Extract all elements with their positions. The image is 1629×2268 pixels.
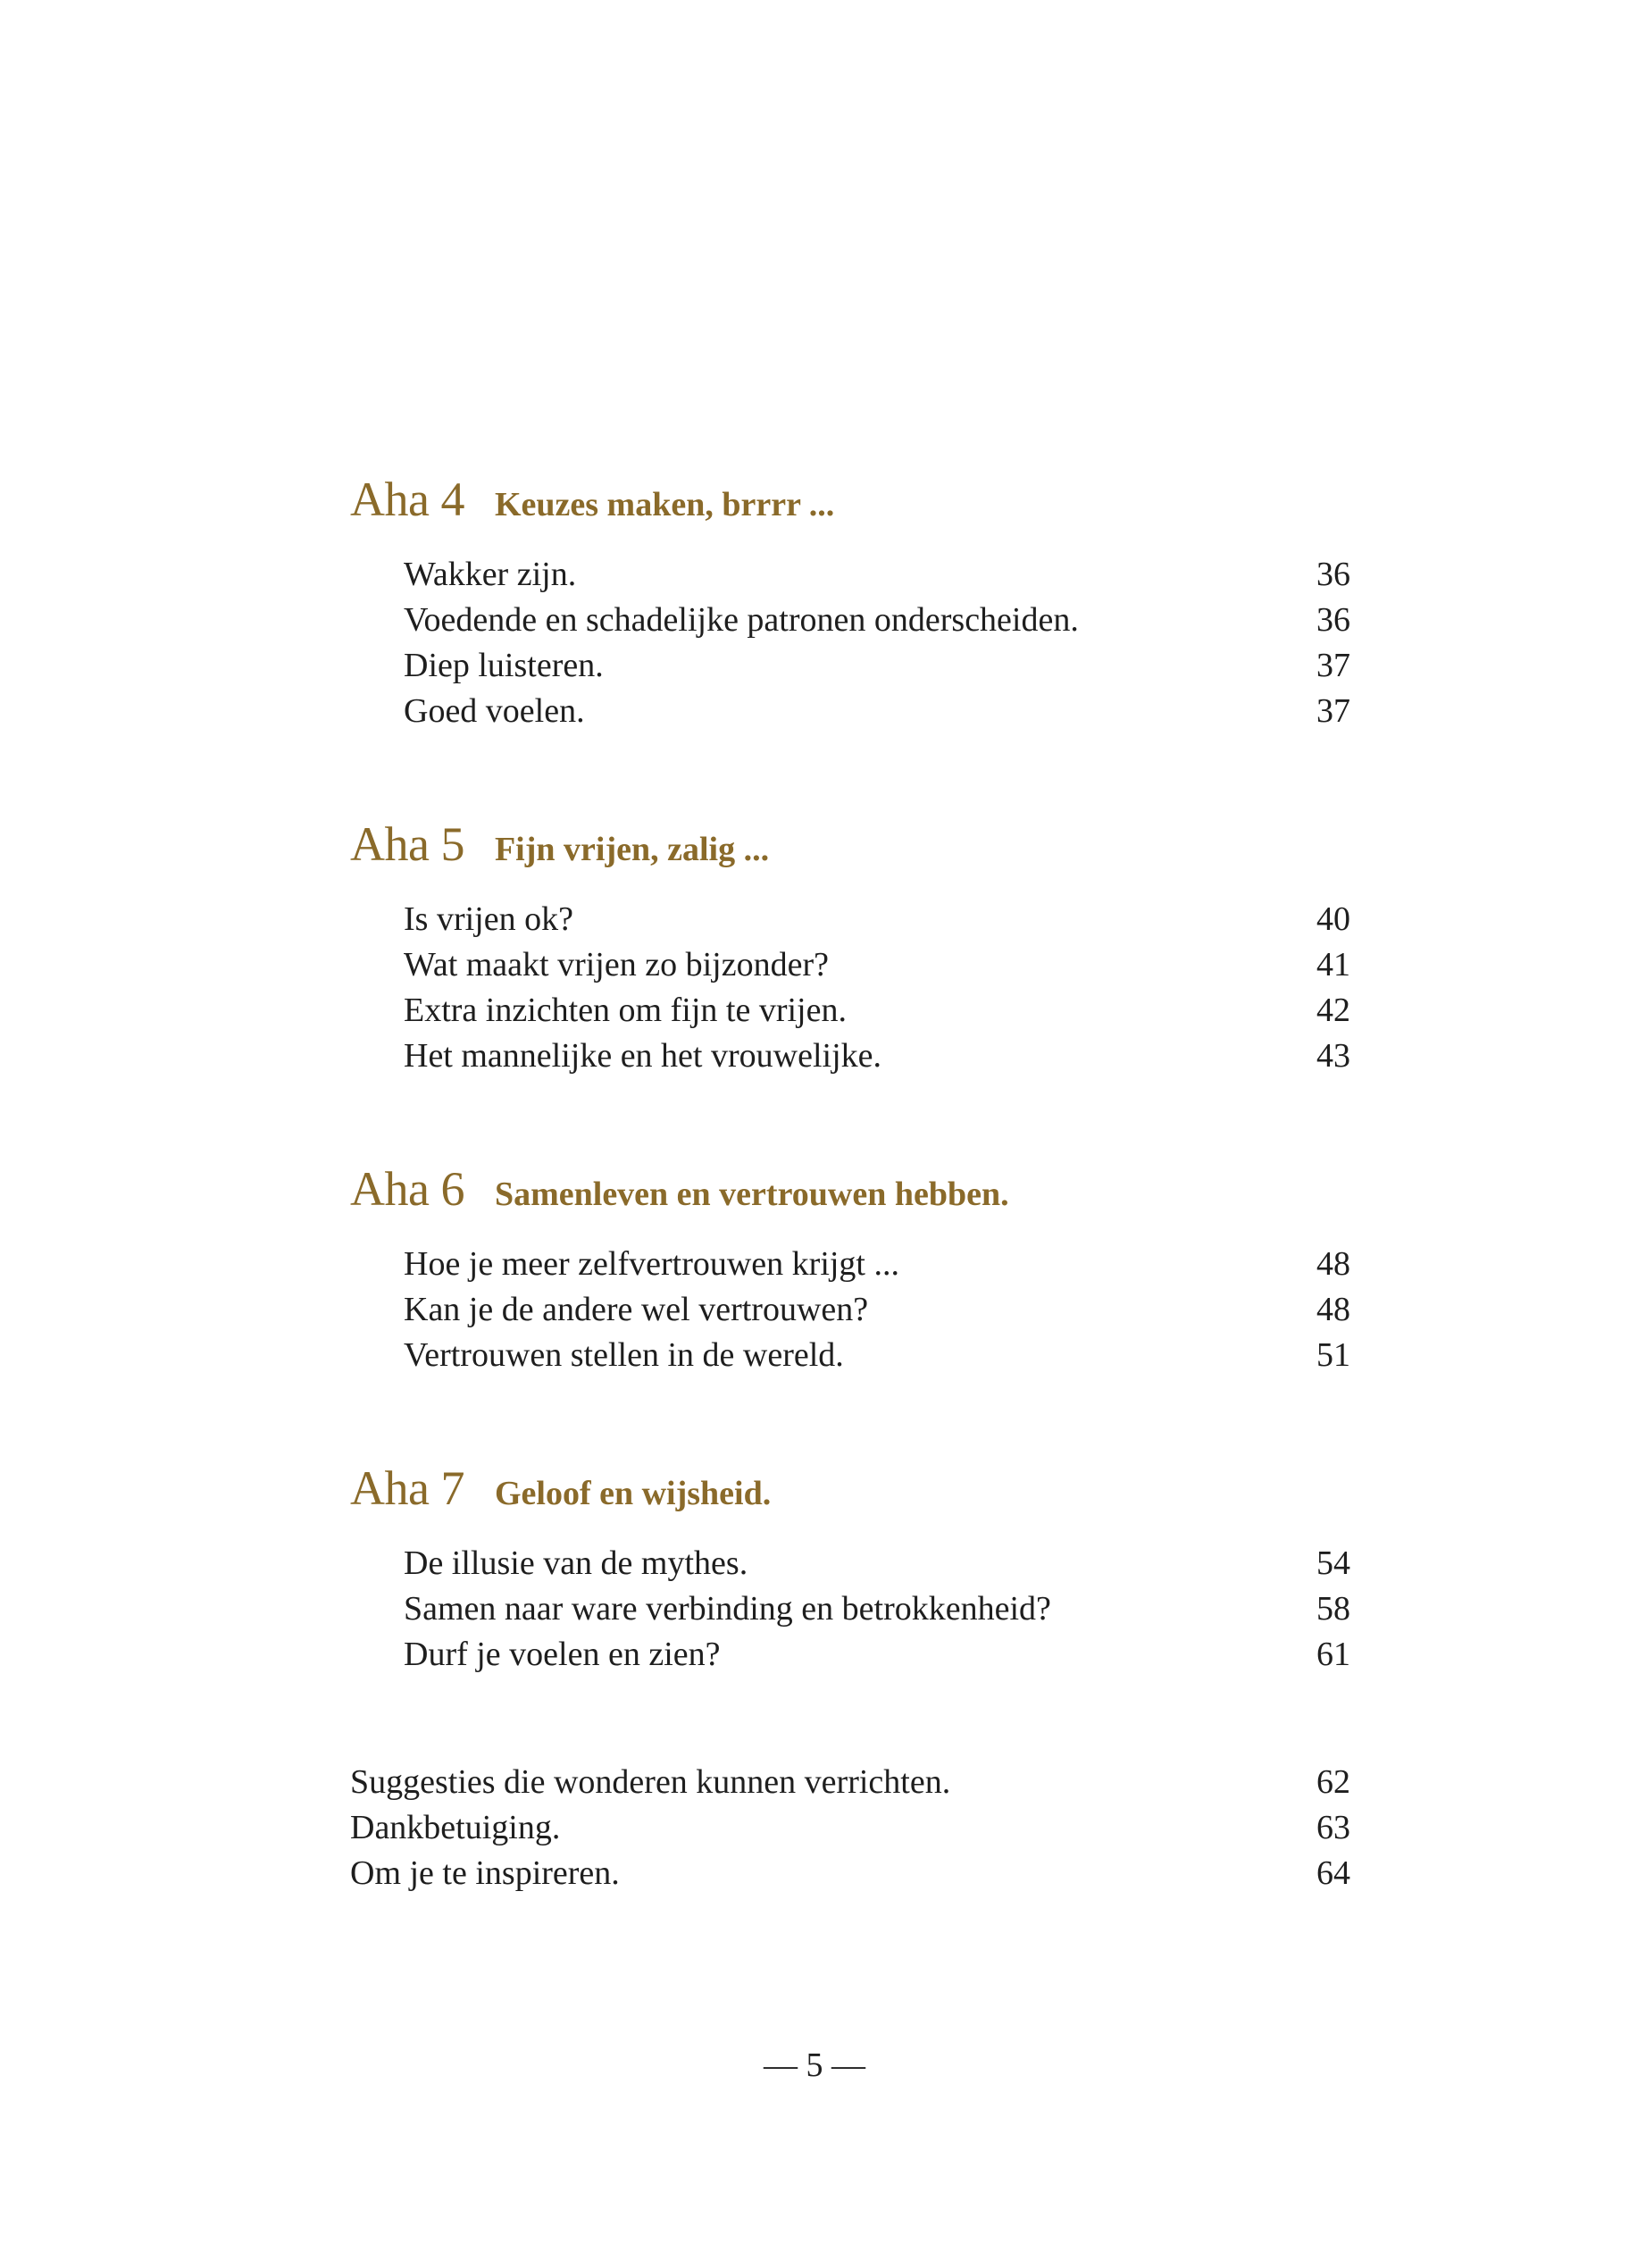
toc-entry-label: De illusie van de mythes. bbox=[404, 1544, 748, 1582]
toc-entry-page: 36 bbox=[1316, 601, 1350, 639]
toc-entry bbox=[404, 1242, 1350, 1287]
chapter-title: Samenleven en vertrouwen hebben. bbox=[494, 1176, 1009, 1213]
toc-entry-page: 61 bbox=[1316, 1636, 1350, 1673]
toc-entry bbox=[404, 1632, 1350, 1678]
chapter-entries bbox=[350, 552, 1350, 734]
toc-entry bbox=[350, 1805, 1350, 1851]
toc-entry bbox=[404, 552, 1350, 598]
toc-entry-label: Goed voelen. bbox=[404, 692, 585, 730]
toc-entry bbox=[404, 988, 1350, 1034]
toc-entry bbox=[404, 689, 1350, 734]
toc-entry bbox=[350, 1851, 1350, 1896]
toc-entry-page: 48 bbox=[1316, 1245, 1350, 1283]
toc-entry bbox=[404, 1287, 1350, 1333]
toc-entry-page: 48 bbox=[1316, 1291, 1350, 1328]
toc-entry bbox=[404, 942, 1350, 988]
toc-entry bbox=[404, 897, 1350, 942]
chapter-number: Aha 6 bbox=[350, 1162, 464, 1216]
chapter-number: Aha 7 bbox=[350, 1461, 464, 1515]
toc-entry-label: Diep luisteren. bbox=[404, 647, 604, 684]
toc-entry-label: Vertrouwen stellen in de wereld. bbox=[404, 1336, 844, 1374]
chapter-entries bbox=[350, 1242, 1350, 1378]
chapter-title: Geloof en wijsheid. bbox=[494, 1475, 772, 1512]
toc-entry-page: 40 bbox=[1316, 900, 1350, 938]
toc-chapter bbox=[350, 816, 1350, 1079]
toc-chapter bbox=[350, 1460, 1350, 1678]
toc-entry-label: Durf je voelen en zien? bbox=[404, 1636, 721, 1673]
toc-entry bbox=[404, 643, 1350, 689]
toc-entry-page: 63 bbox=[1316, 1809, 1350, 1846]
toc-entry-page: 58 bbox=[1316, 1590, 1350, 1628]
toc-entry-page: 37 bbox=[1316, 692, 1350, 730]
toc-chapter bbox=[350, 1161, 1350, 1378]
toc-entry-label: Samen naar ware verbinding en betrokkenheid? bbox=[404, 1590, 1051, 1628]
toc-entry bbox=[404, 1541, 1350, 1586]
chapter-number: Aha 5 bbox=[350, 817, 464, 871]
toc-entry-label: Om je te inspireren. bbox=[350, 1854, 620, 1892]
toc-appendix bbox=[350, 1760, 1350, 1896]
chapter-title: Keuzes maken, brrrr ... bbox=[494, 486, 835, 523]
toc-entry-page: 43 bbox=[1316, 1037, 1350, 1075]
toc-entry-label: Wat maakt vrijen zo bijzonder? bbox=[404, 946, 829, 983]
toc-entry-page: 42 bbox=[1316, 992, 1350, 1029]
chapter-heading bbox=[350, 816, 1350, 897]
toc-entry-page: 37 bbox=[1316, 647, 1350, 684]
chapter-heading bbox=[350, 472, 1350, 552]
toc-entry-page: 36 bbox=[1316, 556, 1350, 593]
toc-entry-label: Voedende en schadelijke patronen onderscheiden. bbox=[404, 601, 1079, 639]
toc-entry-label: Dankbetuiging. bbox=[350, 1809, 561, 1846]
toc-chapter bbox=[350, 472, 1350, 734]
chapter-title: Fijn vrijen, zalig ... bbox=[494, 831, 770, 868]
chapter-entries bbox=[350, 1541, 1350, 1678]
toc-entry-label: Is vrijen ok? bbox=[404, 900, 573, 938]
toc-entry bbox=[404, 598, 1350, 643]
page-number: — 5 — bbox=[764, 2046, 865, 2084]
toc-entry-label: Het mannelijke en het vrouwelijke. bbox=[404, 1037, 881, 1075]
toc-entry-page: 51 bbox=[1316, 1336, 1350, 1374]
toc-entry bbox=[404, 1586, 1350, 1632]
toc-entry-label: Extra inzichten om fijn te vrijen. bbox=[404, 992, 847, 1029]
toc-entry bbox=[350, 1760, 1350, 1805]
toc-entry-page: 64 bbox=[1316, 1854, 1350, 1892]
toc-entry-page: 41 bbox=[1316, 946, 1350, 983]
toc-entry-label: Suggesties die wonderen kunnen verrichten. bbox=[350, 1763, 951, 1801]
toc-entry-page: 54 bbox=[1316, 1544, 1350, 1582]
chapter-number: Aha 4 bbox=[350, 473, 464, 526]
chapter-entries bbox=[350, 897, 1350, 1079]
chapter-heading bbox=[350, 1161, 1350, 1242]
toc-entry-label: Kan je de andere wel vertrouwen? bbox=[404, 1291, 869, 1328]
table-of-contents bbox=[350, 472, 1350, 1896]
toc-entry-label: Wakker zijn. bbox=[404, 556, 577, 593]
chapter-heading bbox=[350, 1460, 1350, 1541]
toc-entry bbox=[404, 1333, 1350, 1378]
toc-entry bbox=[404, 1034, 1350, 1079]
toc-entry-page: 62 bbox=[1316, 1763, 1350, 1801]
toc-entry-label: Hoe je meer zelfvertrouwen krijgt ... bbox=[404, 1245, 899, 1283]
